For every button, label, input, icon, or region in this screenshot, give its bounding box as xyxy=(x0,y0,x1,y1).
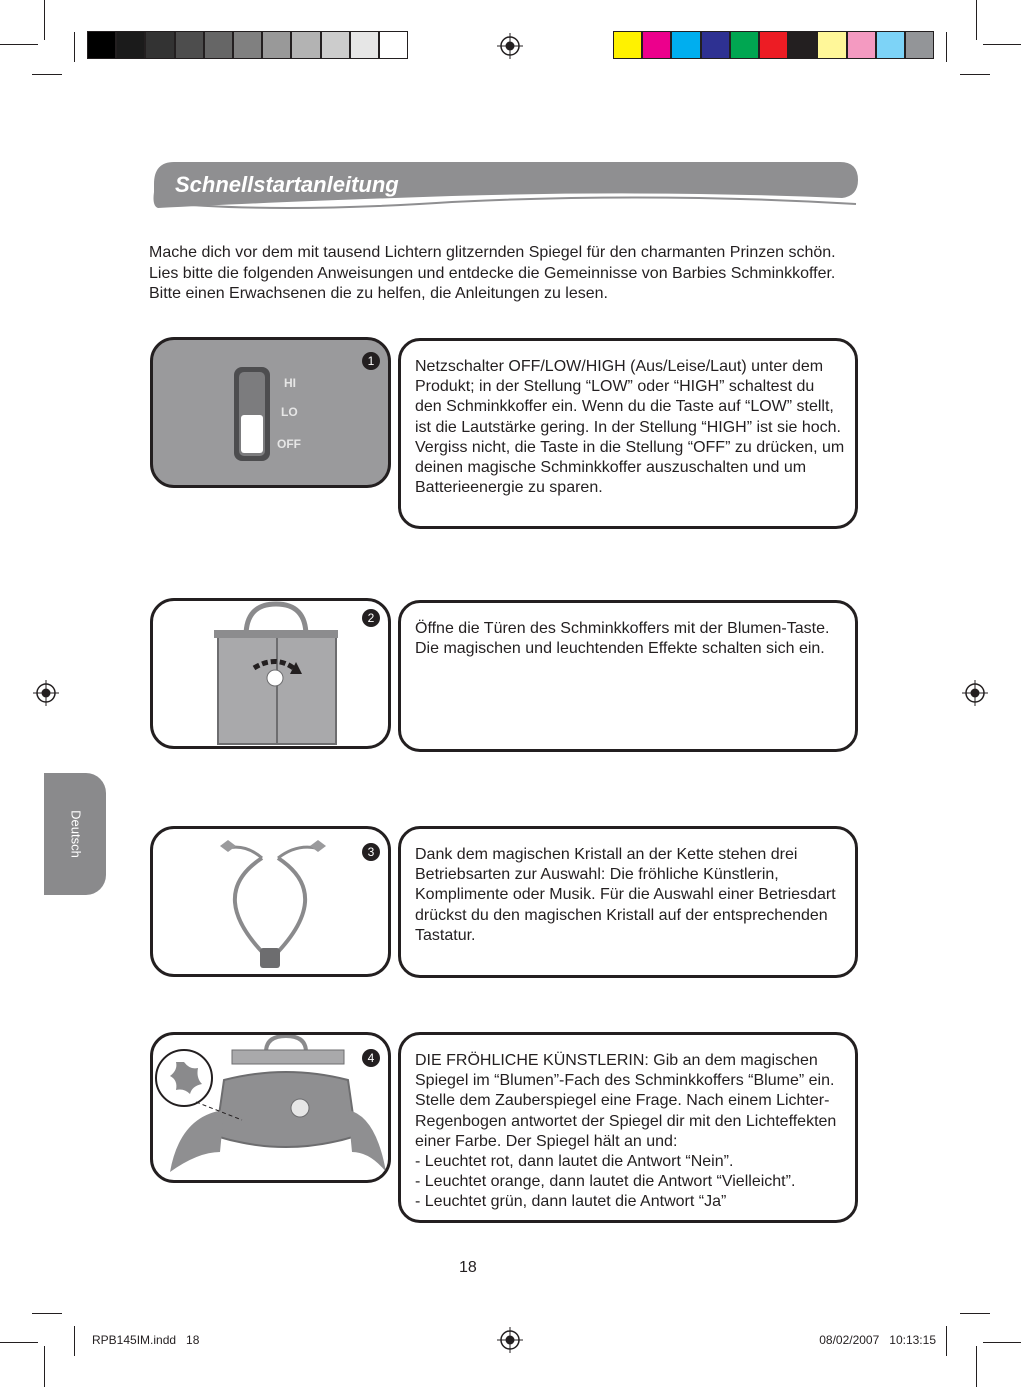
intro-paragraph: Mache dich vor dem mit tausend Lichtern glitzernden Spiegel für den charmanten Prinzen schön. Lies bitte die folgenden Anweisungen und entdecke die Gemeinnisse von Barbies Schminkkoffer. Bitte einen Erwachsenen die zu helfen, die Anleitungen zu lesen. xyxy=(149,244,836,302)
switch-label-off: OFF xyxy=(277,437,301,451)
step-3-text-box xyxy=(398,826,858,978)
color-swatch xyxy=(788,31,817,59)
step-4-line: - Leuchtet rot, dann lautet die Antwort “Nein”. xyxy=(415,1153,734,1171)
color-swatch xyxy=(145,31,174,59)
footer-file-info: RPB145IM.indd 18 xyxy=(92,1333,200,1347)
registration-mark-icon xyxy=(497,1327,523,1353)
color-swatch xyxy=(291,31,320,59)
step-number-badge: 3 xyxy=(362,843,380,861)
registration-mark-icon xyxy=(33,680,59,706)
power-switch-icon xyxy=(150,337,391,488)
color-swatch xyxy=(759,31,788,59)
step-2-illustration xyxy=(150,598,391,749)
color-swatch xyxy=(350,31,379,59)
step-4-line: DIE FRÖHLICHE KÜNSTLERIN: Gib an dem magischen Spiegel im “Blumen”-Fach des Schminkkoffers “Blume” ein. Stelle dem Zauberspiegel eine Frage. Nach einem Lichter-Regenbogen antwortet der Spiegel dir mit den Lichteffekten einer Farbe. Der Spiegel hält an und: xyxy=(415,1052,837,1150)
color-swatch xyxy=(379,31,408,59)
step-4-line: - Leuchtet grün, dann lautet die Antwort “Ja” xyxy=(415,1193,727,1211)
color-swatch xyxy=(642,31,671,59)
step-2-text: Öffne die Türen des Schminkkoffers mit der Blumen-Taste. Die magischen und leuchtenden Effekte schalten sich ein. xyxy=(415,620,830,658)
page-number: 18 xyxy=(459,1259,477,1276)
step-4-text-box xyxy=(398,1032,858,1223)
step-4-text xyxy=(415,1051,845,1213)
color-swatch xyxy=(233,31,262,59)
color-swatch xyxy=(116,31,145,59)
color-swatch xyxy=(876,31,905,59)
color-swatch xyxy=(905,31,934,59)
step-4-line: - Leuchtet orange, dann lautet die Antwort “Vielleicht”. xyxy=(415,1173,796,1191)
step-4-illustration xyxy=(150,1032,391,1183)
step-3-text: Dank dem magischen Kristall an der Kette stehen drei Betriebsarten zur Auswahl: Die fröhliche Künstlerin, Komplimente oder Musik. Für die Auswahl einer Betriesdart drückst du den magischen Kristall auf der entsprechenden Tastatur. xyxy=(415,846,836,944)
color-swatch xyxy=(204,31,233,59)
color-swatch xyxy=(817,31,846,59)
footer-timestamp: 08/02/2007 10:13:15 xyxy=(819,1333,936,1347)
makeup-case-open-icon xyxy=(150,1032,391,1183)
color-swatch xyxy=(613,31,642,59)
color-swatch xyxy=(847,31,876,59)
page-title: Schnellstartanleitung xyxy=(175,172,399,197)
step-1-text-box xyxy=(398,338,858,529)
step-2-text-box xyxy=(398,600,858,752)
makeup-case-closed-icon xyxy=(150,598,391,749)
step-1-illustration xyxy=(150,337,391,488)
color-swatch xyxy=(262,31,291,59)
switch-label-hi: HI xyxy=(284,376,296,390)
registration-mark-icon xyxy=(497,33,523,59)
color-swatch xyxy=(87,31,116,59)
step-1-text: Netzschalter OFF/LOW/HIGH (Aus/Leise/Laut) unter dem Produkt; in der Stellung “LOW” oder “HIGH” schaltest du den Schminkkoffer ein. Wenn du die Taste auf “LOW” stellt, ist die Lautstärke gering. In der Stellung “HIGH” ist sie hoch. Vergiss nicht, die Taste in die Stellung “OFF” zu drücken, um deinen magische Schminkkoffer auszuschalten und um Batterieenergie zu sparen. xyxy=(415,358,845,497)
color-swatch xyxy=(701,31,730,59)
color-swatch xyxy=(671,31,700,59)
color-swatch xyxy=(321,31,350,59)
step-number-badge: 4 xyxy=(362,1049,380,1067)
switch-label-lo: LO xyxy=(281,405,298,419)
crystal-necklace-icon xyxy=(150,826,391,977)
language-tab-label: Deutsch xyxy=(68,810,84,858)
step-number-badge: 1 xyxy=(362,352,380,370)
step-3-illustration xyxy=(150,826,391,977)
registration-mark-icon xyxy=(962,680,988,706)
step-number-badge: 2 xyxy=(362,609,380,627)
color-swatch xyxy=(175,31,204,59)
color-swatch xyxy=(730,31,759,59)
